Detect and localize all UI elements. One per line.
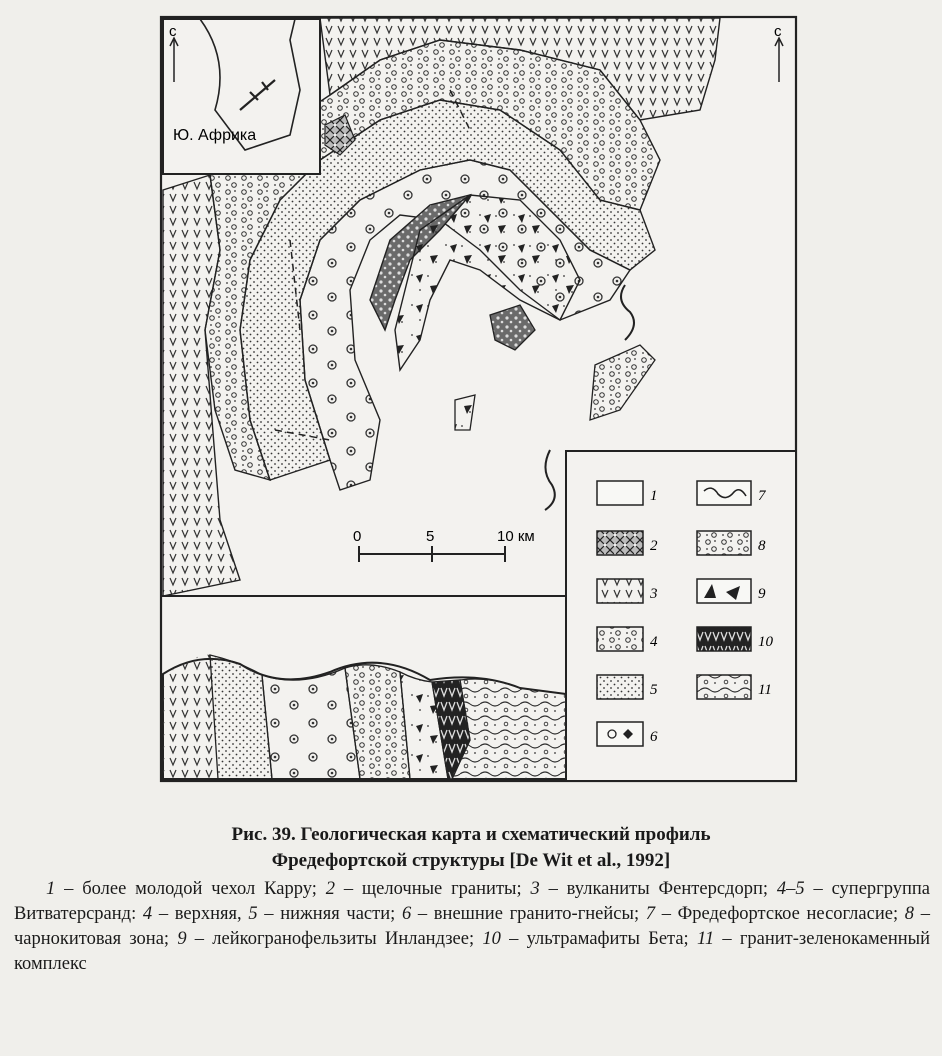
inset-north-label: с (169, 23, 177, 40)
legend-entry-number: 4 (142, 904, 153, 924)
legend-entry-text: – чарнокитовая зона; (14, 904, 930, 949)
svg-text:2: 2 (650, 538, 658, 554)
svg-text:9: 9 (758, 586, 766, 602)
svg-text:3: 3 (650, 586, 658, 602)
svg-text:1: 1 (650, 488, 658, 504)
legend-entry-text: – более молодой чехол Карру; (55, 879, 326, 899)
legend-entry-text: – вулканиты Фентерсдорп; (539, 879, 777, 899)
svg-text:5: 5 (650, 682, 658, 698)
legend-entry-text: – Фредефортское несогласие; (655, 904, 905, 924)
map-legend (566, 451, 796, 781)
legend-entry-text: – внешние гранито-гнейсы; (411, 904, 646, 924)
scale-tick-0: 0 (353, 528, 362, 545)
legend-description (14, 877, 930, 977)
inset-map (163, 19, 320, 174)
svg-text:8: 8 (758, 538, 766, 554)
inset-region-label: Ю. Африка (173, 127, 257, 144)
legend-entry-number: 6 (401, 904, 412, 924)
legend-entry-number: 8 (904, 904, 915, 924)
legend-entry-text: – щелочные граниты; (334, 879, 531, 899)
legend-entry-number: 1 (46, 879, 56, 899)
legend-entry-text: – верхняя, (152, 904, 249, 924)
legend-entry-number: 5 (248, 904, 258, 924)
scale-tick-10: 10 км (497, 528, 535, 545)
legend-entry-number: 4–5 (776, 879, 805, 899)
legend-entry-number: 3 (530, 879, 540, 899)
svg-text:10: 10 (758, 634, 773, 650)
legend-entry-number: 11 (696, 929, 715, 949)
legend-entry-text: – нижняя части; (257, 904, 402, 924)
figure-caption-line-2: Фредефортской структуры [De Wit et al., 1992] (271, 850, 671, 871)
legend-entry-number: 9 (177, 929, 187, 949)
north-label: с (774, 23, 782, 40)
svg-text:6: 6 (650, 729, 658, 745)
legend-entry-text: – лейкогранофельзиты Инландзее; (186, 929, 483, 949)
figure-caption-line-1: Рис. 39. Геологическая карта и схематический профиль (231, 824, 711, 845)
scale-tick-5: 5 (426, 528, 435, 545)
legend-entry-number: 2 (325, 879, 335, 899)
svg-text:4: 4 (650, 634, 658, 650)
legend-entry-number: 10 (482, 929, 501, 949)
svg-text:7: 7 (758, 488, 766, 504)
legend-entry-number: 7 (645, 904, 656, 924)
legend-entry-text: – супергруппа Витватерсранд: (14, 879, 931, 924)
svg-text:11: 11 (758, 682, 772, 698)
legend-entry-text: – гранит-зеленокаменный комплекс (14, 929, 930, 974)
legend-entry-text: – ультрамафиты Бета; (500, 929, 697, 949)
